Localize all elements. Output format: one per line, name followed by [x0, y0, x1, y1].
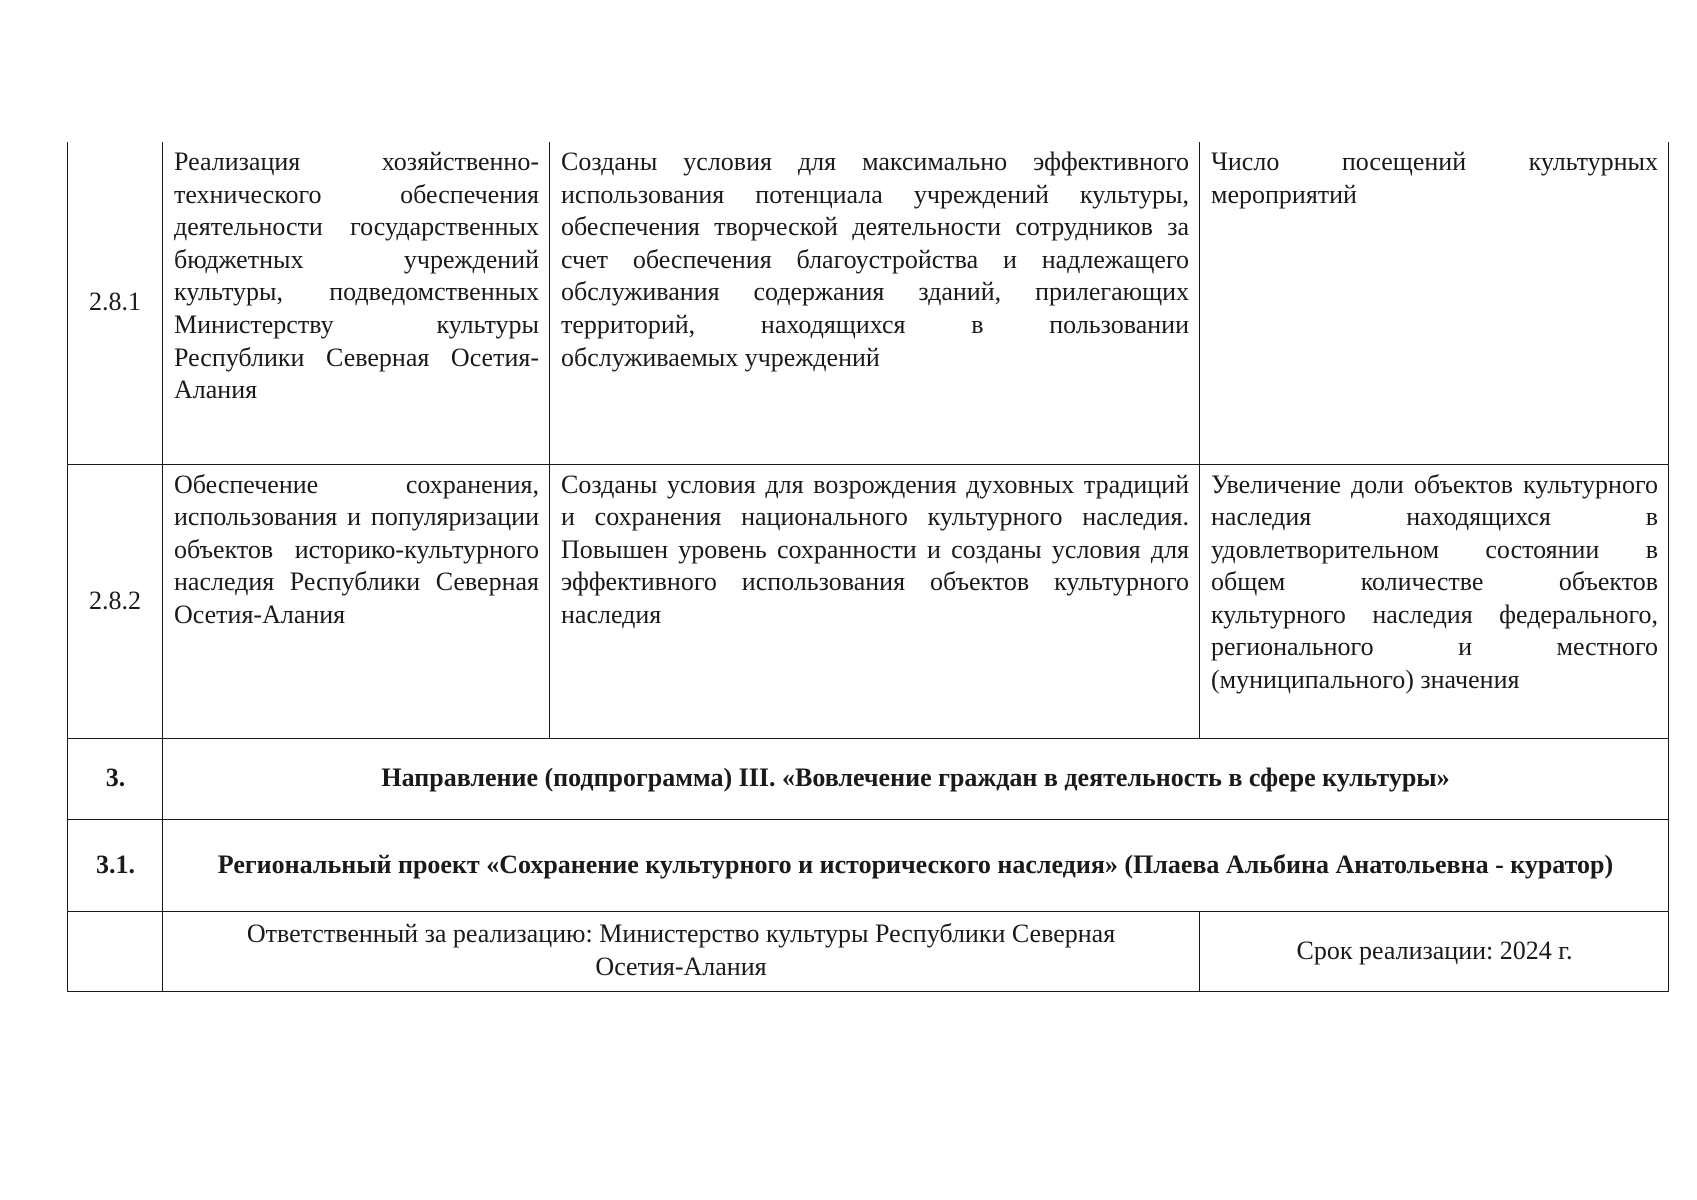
table-row: [68, 142, 1669, 464]
result-cell: [550, 142, 1200, 464]
event-cell: [163, 142, 550, 464]
section-number: 3.: [68, 738, 163, 819]
event-text: Обеспечение сохранения, использования и популяризации объектов историко-культурного наследия Республики Северная Осетия-Алания: [174, 469, 539, 629]
indicator-text: Число посещений культурных мероприятий: [1211, 147, 1658, 209]
responsible-text: Ответственный за реализацию: Министерство культуры Республики Северная Осетия-Алания: [163, 911, 1200, 991]
section-title: Направление (подпрограмма) III. «Вовлечение граждан в деятельность в сфере культуры»: [163, 738, 1669, 819]
indicator-text: Увеличение доли объектов культурного наследия находящихся в удовлетворительном состоянии в общем количестве объектов культурного наследия федерального, регионального и местного (муниципального) значения: [1211, 469, 1658, 695]
result-text: Созданы условия для максимально эффективного использования потенциала учреждений культуры, обеспечения творческой деятельности сотрудников за счет обеспечения благоустройства и надлежащего обслуживания содержания зданий, прилегающих территорий, находящихся в пользовании обслуживаемых учреждений: [561, 147, 1189, 372]
responsible-number: [68, 911, 163, 991]
program-table: [67, 142, 1669, 992]
responsible-row: [68, 911, 1669, 991]
result-cell: [550, 464, 1200, 738]
table-row: [68, 464, 1669, 738]
indicator-cell: [1200, 142, 1669, 464]
section-row: [68, 738, 1669, 819]
row-number: 2.8.2: [68, 464, 163, 738]
project-title: Региональный проект «Сохранение культурного и исторического наследия» (Плаева Альбина Анатольевна - куратор): [163, 819, 1669, 911]
event-cell: [163, 464, 550, 738]
event-text: Реализация хозяйственно-технического обеспечения деятельности государственных бюджетных учреждений культуры, подведомственных Министерству культуры Республики Северная Осетия-Алания: [174, 147, 539, 405]
project-number: 3.1.: [68, 819, 163, 911]
project-row: [68, 819, 1669, 911]
row-number: 2.8.1: [68, 142, 163, 464]
result-text: Созданы условия для возрождения духовных традиций и сохранения национального культурного наследия. Повышен уровень сохранности и созданы условия для эффективного использования объектов культурного наследия: [561, 469, 1189, 629]
term-text: Срок реализации: 2024 г.: [1200, 911, 1669, 991]
indicator-cell: [1200, 464, 1669, 738]
